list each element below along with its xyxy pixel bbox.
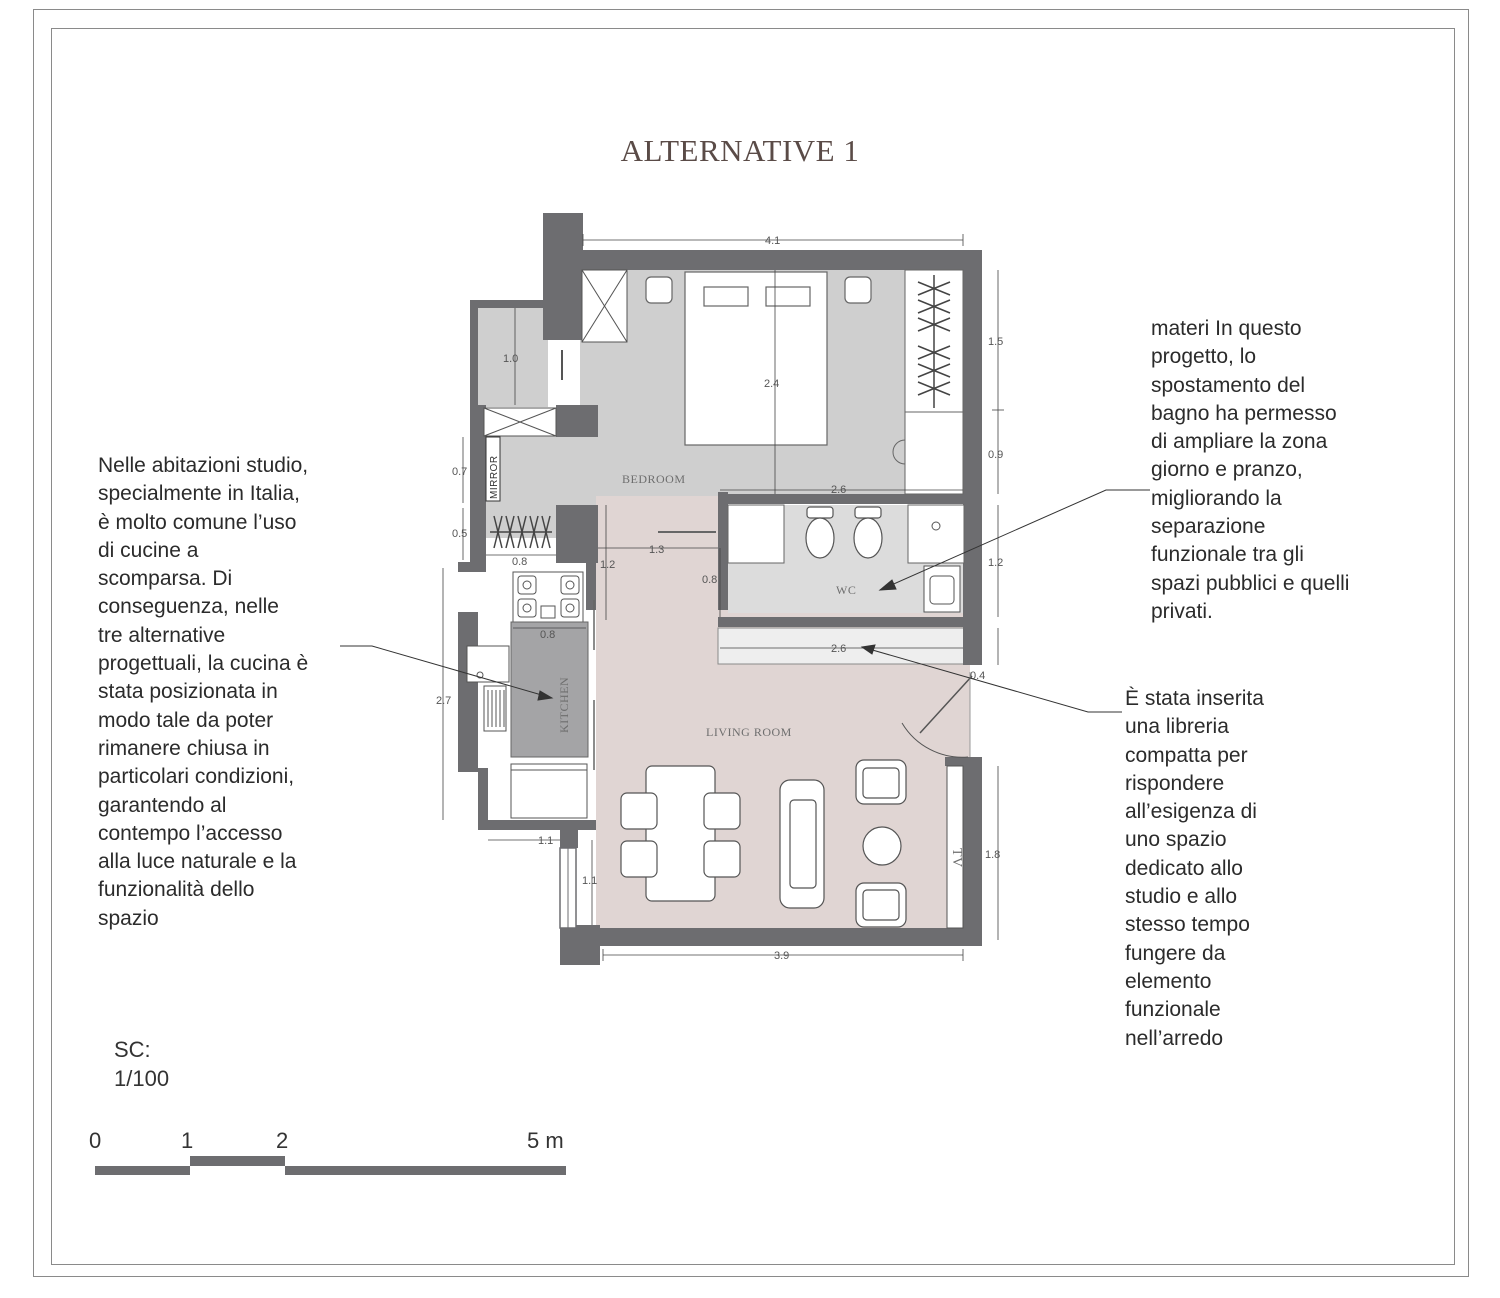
- bedroom-label: BEDROOM: [622, 472, 686, 486]
- armchairs: [856, 760, 906, 927]
- dim-living-w: 3.9: [774, 950, 790, 962]
- dish-drainer: [484, 686, 506, 731]
- closet: [905, 412, 963, 494]
- tv-label: TV: [949, 848, 964, 868]
- dim-wall-t: 0.4: [970, 670, 986, 682]
- dim-window-h: 1.1: [582, 875, 598, 887]
- dim-tv-h: 1.8: [985, 849, 1001, 861]
- kitchen-label: KITCHEN: [557, 676, 571, 733]
- wc-cabinet: [728, 505, 784, 563]
- wall-column-top: [543, 213, 583, 340]
- dim-shelf-w: 2.6: [831, 643, 847, 655]
- dim-hall-w: 1.3: [649, 544, 665, 556]
- dim-top-width: 4.1: [765, 235, 781, 247]
- dim-wc-h: 1.2: [988, 557, 1004, 569]
- wc-label: WC: [836, 583, 857, 597]
- dim-wardrobe-h: 1.5: [988, 336, 1004, 348]
- dim-hall-h: 1.2: [600, 559, 616, 571]
- mirror-label: MIRROR: [489, 455, 500, 499]
- dim-kitchen-w: 0.8: [540, 629, 556, 641]
- scale-label: [114, 1035, 169, 1093]
- wc-shelf: [908, 505, 964, 563]
- dim-bed-depth: 2.4: [764, 378, 780, 390]
- dim-closet-h: 0.9: [988, 449, 1004, 461]
- dim-kitchen-bottom: 1.1: [538, 835, 554, 847]
- dim-gap-h: 0.5: [452, 528, 468, 540]
- dim-wc-door: 0.8: [702, 574, 718, 586]
- fridge: [511, 764, 587, 818]
- living-room-label: LIVING ROOM: [706, 725, 792, 739]
- dim-bedroom-w: 2.6: [831, 484, 847, 496]
- note-library: È stata inserita una libreria compatta per rispondere all’esigenza di uno spazio dedicato allo studio e allo stesso tempo fungere da elemento funzionale nell’arredo: [1125, 687, 1264, 1050]
- scale-tick-1: 1: [181, 1128, 194, 1153]
- scale-bar: [95, 1156, 566, 1175]
- hall-floor: [596, 496, 722, 541]
- sofa: [780, 780, 824, 908]
- scale-ratio: 1/100: [114, 1066, 170, 1091]
- sink: [467, 646, 509, 682]
- dim-wardrobe-w: 0.8: [512, 556, 528, 568]
- note-bathroom: materi In questo progetto, lo spostamento del bagno ha permesso di ampliare la zona giorno e pranzo, migliorando la separazione funzionale tra gli spazi pubblici e quelli privati.: [1151, 317, 1350, 623]
- tv-unit: [947, 766, 963, 928]
- scale-tick-0: 0: [89, 1128, 102, 1153]
- scale-tick-5m: 5 m: [527, 1128, 564, 1153]
- dim-kitchen-h: 2.7: [436, 695, 452, 707]
- scale-tick-2: 2: [276, 1128, 289, 1153]
- scale-sc: SC:: [114, 1037, 151, 1062]
- dim-mirror-h: 0.7: [452, 466, 468, 478]
- page-title: ALTERNATIVE 1: [620, 133, 860, 168]
- dim-balcony: 1.0: [503, 353, 519, 365]
- note-kitchen: Nelle abitazioni studio, specialmente in Italia, è molto comune l’uso di cucine a scomparsa. Di conseguenza, nelle tre alternative progettuali, la cucina è stata posizionata in modo tale da poter rimanere chiusa in particolari condizioni, garantendo al contempo l’accesso alla luce naturale e la funzionalità dello spazio: [98, 454, 309, 930]
